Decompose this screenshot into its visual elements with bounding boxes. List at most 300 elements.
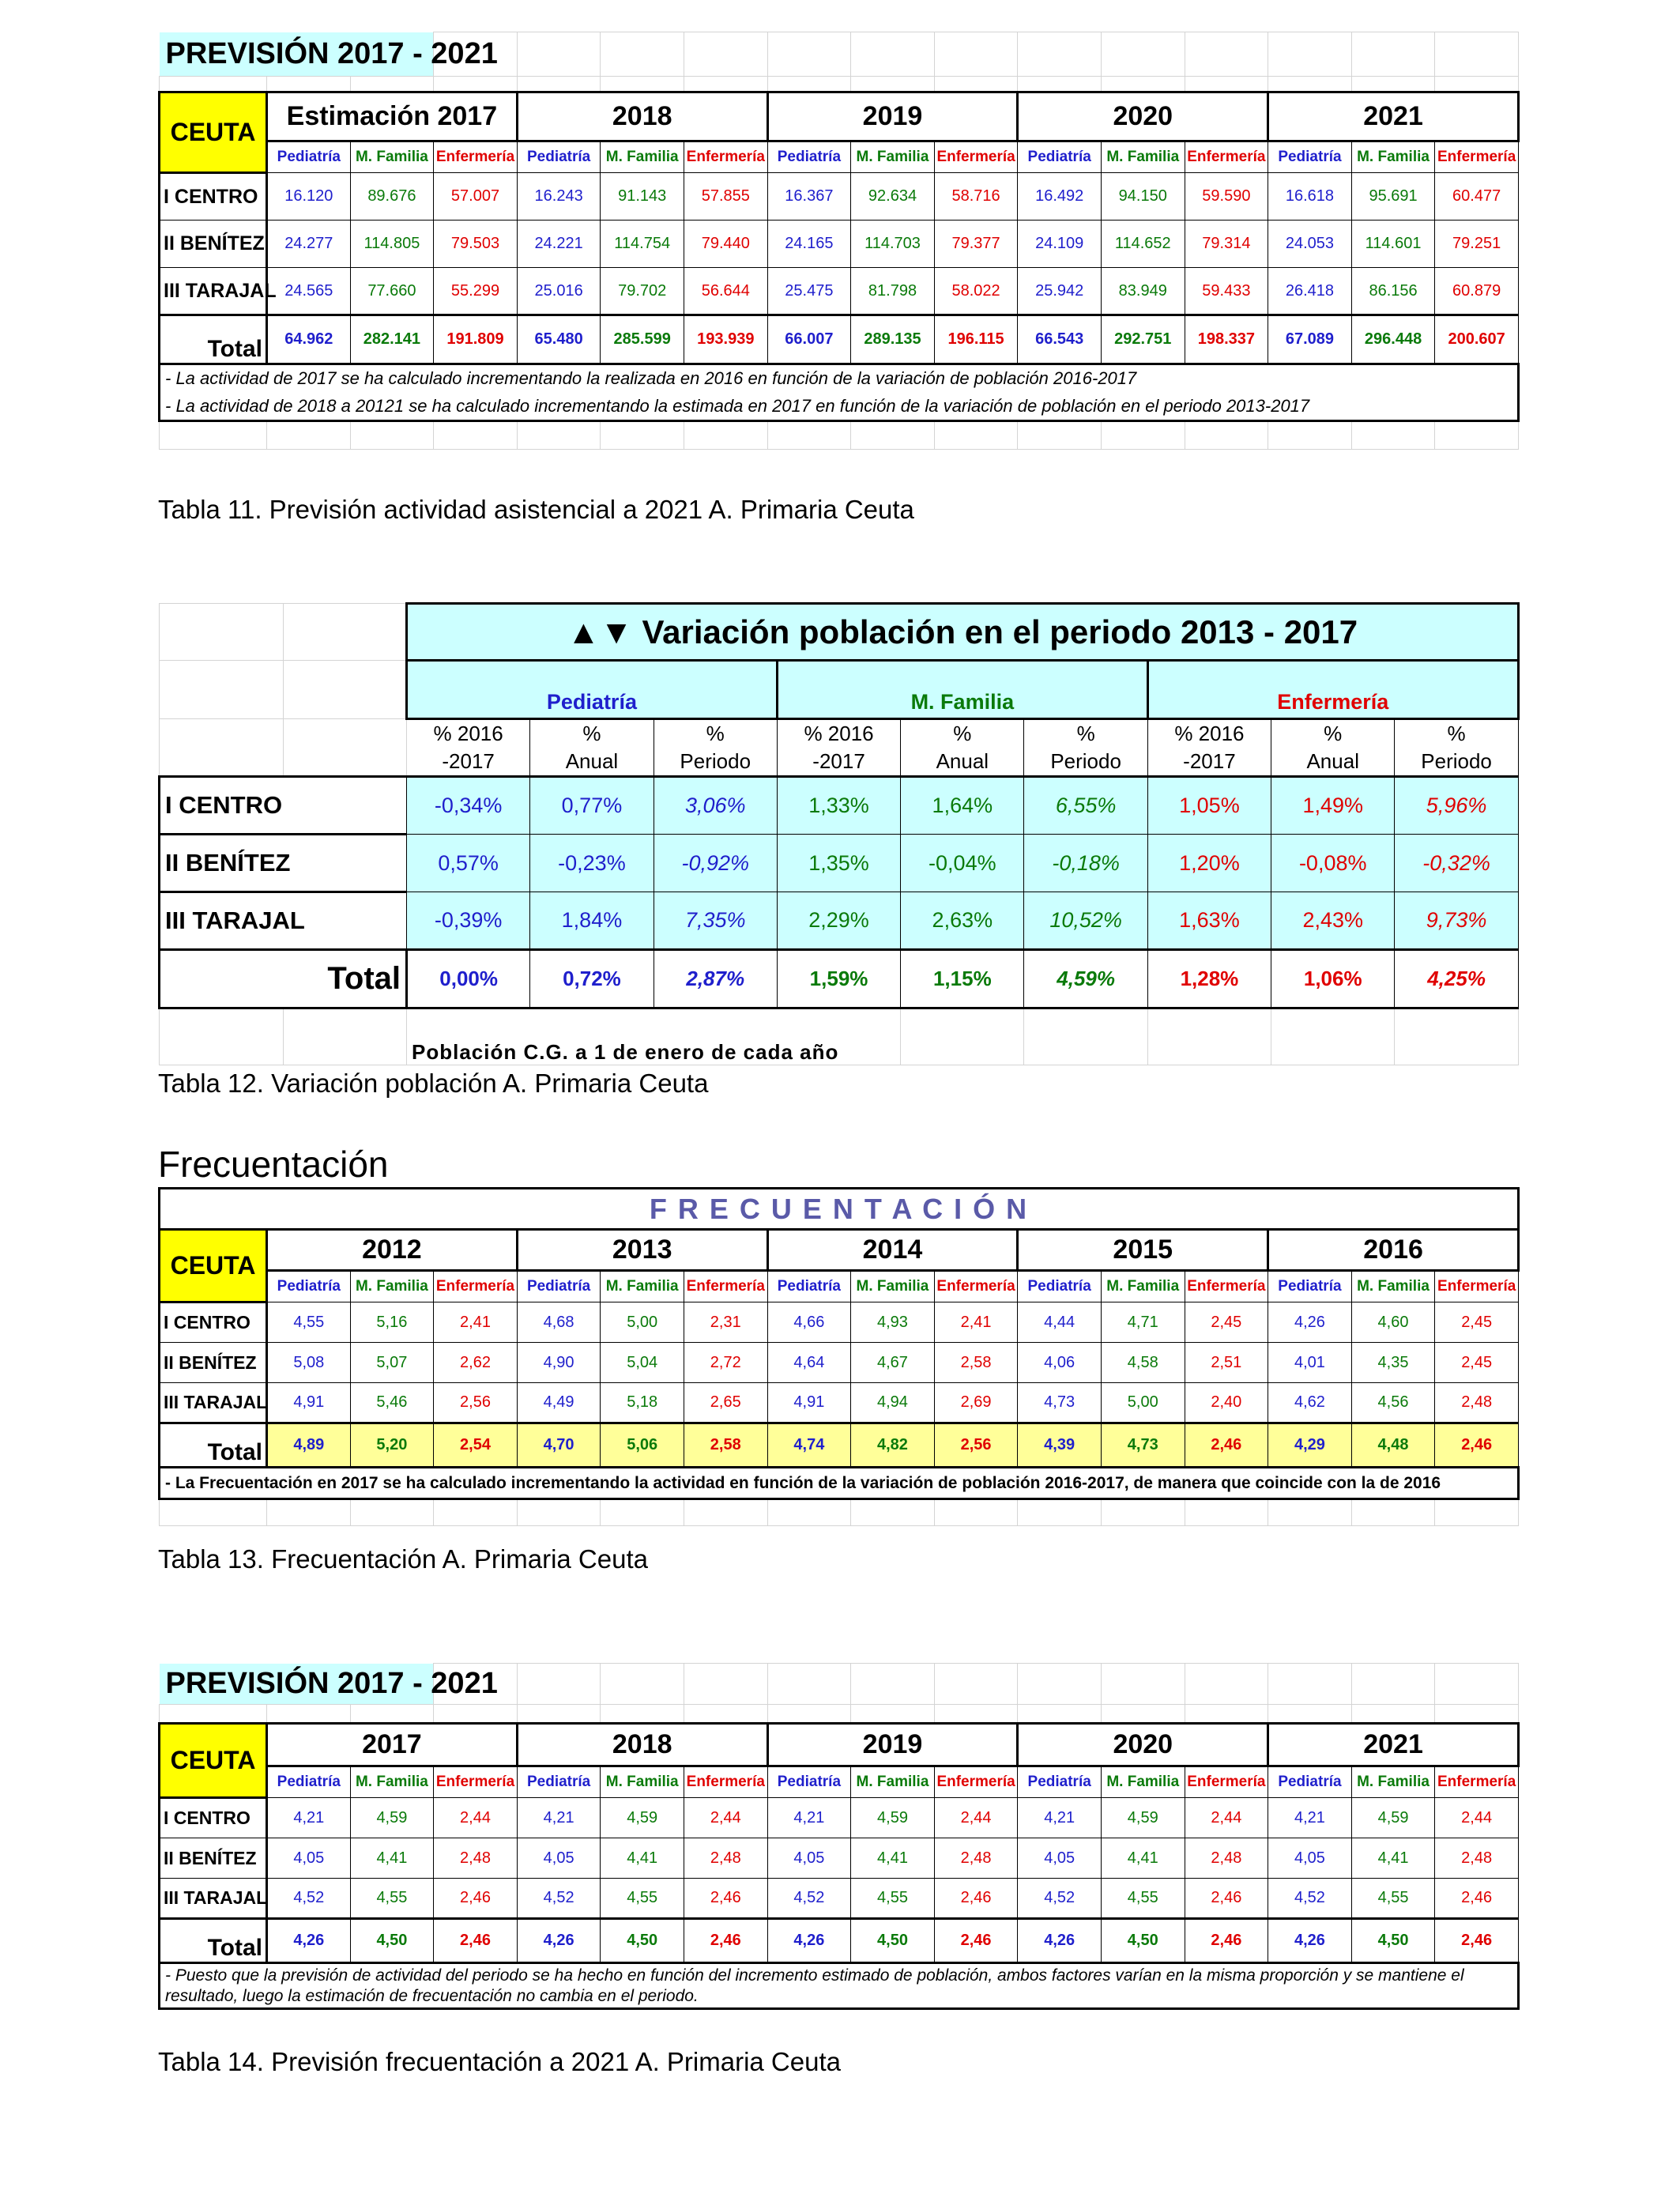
table-cell: 2,48 — [1435, 1838, 1519, 1879]
empty-cell — [517, 77, 601, 92]
empty-cell — [517, 421, 601, 450]
sub-header: M. Familia — [601, 141, 684, 173]
year-header: 2019 — [767, 1724, 1018, 1766]
empty-cell — [601, 1705, 684, 1724]
empty-cell — [350, 1499, 434, 1526]
empty-cell — [434, 1705, 518, 1724]
sub-header: Enfermería — [434, 1271, 518, 1302]
year-header: 2014 — [767, 1230, 1018, 1271]
table-cell: 2,48 — [934, 1838, 1018, 1879]
total-cell: 66.007 — [767, 315, 851, 364]
table-cell: 77.660 — [350, 268, 434, 315]
sub-header: M. Familia — [1101, 1766, 1185, 1798]
empty-cell — [1101, 1664, 1185, 1705]
row-label: III TARAJAL — [160, 1879, 267, 1919]
note-row — [160, 393, 1519, 421]
sub-header: M. Familia — [1101, 1271, 1185, 1302]
column-header-bottom: -2017 — [442, 749, 495, 774]
table-cell: -0,39% — [407, 892, 530, 950]
title-row — [160, 1189, 1519, 1230]
table-cell: 4,05 — [1268, 1838, 1352, 1879]
table-title: PREVISIÓN 2017 - 2021 — [160, 32, 434, 77]
empty-cell — [934, 421, 1018, 450]
table-cell: 2,46 — [684, 1879, 768, 1919]
sub-header: Pediatría — [767, 141, 851, 173]
table-row — [160, 835, 1519, 892]
total-cell: 4,26 — [767, 1919, 851, 1963]
sub-header: Enfermería — [1435, 1766, 1519, 1798]
table-cell: 4,05 — [1018, 1838, 1102, 1879]
empty-cell — [601, 1499, 684, 1526]
sub-header: M. Familia — [350, 141, 434, 173]
table-cell: 4,26 — [1268, 1302, 1352, 1343]
table-cell: 58.022 — [934, 268, 1018, 315]
table-population-variation — [158, 602, 1520, 1065]
table-cell: 4,59 — [350, 1798, 434, 1838]
empty-cell — [767, 32, 851, 77]
table-cell: 4,52 — [1018, 1879, 1102, 1919]
table-cell: 4,21 — [1018, 1798, 1102, 1838]
total-cell: 2,54 — [434, 1423, 518, 1468]
column-header — [654, 719, 777, 777]
empty-cell — [851, 32, 935, 77]
table-cell: 79.251 — [1435, 221, 1519, 268]
empty-cell — [1351, 1499, 1435, 1526]
group-header: Pediatría — [407, 661, 778, 719]
spacer-row — [160, 1499, 1519, 1526]
table-cell: 2,56 — [434, 1383, 518, 1423]
sub-header: Pediatría — [1268, 1766, 1352, 1798]
table-cell: 24.277 — [267, 221, 351, 268]
total-cell: 4,50 — [601, 1919, 684, 1963]
empty-cell — [1101, 32, 1185, 77]
table-cell: -0,34% — [407, 777, 530, 835]
sub-header: Pediatría — [1268, 1271, 1352, 1302]
table-cell: 95.691 — [1351, 173, 1435, 221]
group-row — [160, 661, 1519, 719]
table-cell: 4,73 — [1018, 1383, 1102, 1423]
total-cell: 4,29 — [1268, 1423, 1352, 1468]
table-row — [160, 268, 1519, 315]
empty-cell — [1351, 32, 1435, 77]
empty-cell — [434, 77, 518, 92]
subheader-row — [160, 1271, 1519, 1302]
total-cell: 196.115 — [934, 315, 1018, 364]
empty-cell — [284, 604, 407, 661]
empty-cell — [851, 1499, 935, 1526]
table-row — [160, 1879, 1519, 1919]
empty-cell — [350, 421, 434, 450]
sub-header: Enfermería — [684, 1271, 767, 1302]
empty-cell — [1351, 421, 1435, 450]
year-header: 2017 — [267, 1724, 518, 1766]
column-header-bottom: Anual — [565, 749, 619, 774]
sub-header: M. Familia — [851, 1766, 935, 1798]
sub-header: Pediatría — [767, 1766, 851, 1798]
table-cell: 4,56 — [1351, 1383, 1435, 1423]
total-cell: 0,72% — [530, 950, 654, 1008]
total-cell: 1,59% — [777, 950, 900, 1008]
total-cell: 4,82 — [851, 1423, 935, 1468]
subheader-row — [160, 141, 1519, 173]
table-cell: 5,00 — [601, 1302, 684, 1343]
sub-header: M. Familia — [350, 1271, 434, 1302]
table-cell: 2,31 — [684, 1302, 767, 1343]
empty-cell — [1147, 1008, 1271, 1065]
table-cell: 2,41 — [934, 1302, 1018, 1343]
table-cell: 4,94 — [851, 1383, 935, 1423]
table-cell: 79.440 — [684, 221, 768, 268]
table-cell: 89.676 — [350, 173, 434, 221]
total-cell: 5,20 — [350, 1423, 434, 1468]
table-cell: 2,45 — [1185, 1302, 1268, 1343]
row-label: I CENTRO — [160, 173, 267, 221]
empty-cell — [1351, 1664, 1435, 1705]
table-cell: 5,08 — [267, 1343, 351, 1383]
table-title: F R E C U E N T A C I Ó N — [160, 1189, 1519, 1230]
total-cell: 2,87% — [654, 950, 777, 1008]
table-cell: 2,44 — [1435, 1798, 1519, 1838]
table-title: PREVISIÓN 2017 - 2021 — [160, 1664, 434, 1705]
empty-cell — [1018, 77, 1102, 92]
table-cell: 86.156 — [1351, 268, 1435, 315]
sub-header: M. Familia — [851, 141, 935, 173]
sub-header: Enfermería — [934, 1271, 1018, 1302]
table-cell: 83.949 — [1101, 268, 1185, 315]
column-header-bottom: Anual — [1306, 749, 1359, 774]
empty-cell — [1395, 1008, 1518, 1065]
empty-cell — [684, 32, 768, 77]
empty-cell — [284, 1008, 407, 1065]
table-cell: 4,52 — [267, 1879, 351, 1919]
group-header: Enfermería — [1147, 661, 1518, 719]
table-cell: 79.377 — [934, 221, 1018, 268]
table-cell: 2,44 — [684, 1798, 768, 1838]
subheader-row — [160, 1766, 1519, 1798]
table-cell: 4,59 — [1351, 1798, 1435, 1838]
row-label: III TARAJAL — [160, 268, 267, 315]
table-cell: 5,00 — [1101, 1383, 1185, 1423]
empty-cell — [1435, 1705, 1519, 1724]
total-cell: 2,46 — [934, 1919, 1018, 1963]
year-header: 2019 — [767, 92, 1018, 141]
total-cell: 2,58 — [684, 1423, 767, 1468]
table-cell: 5,07 — [350, 1343, 434, 1383]
table-cell: 58.716 — [934, 173, 1018, 221]
column-header-bottom: -2017 — [1183, 749, 1236, 774]
empty-cell — [434, 421, 518, 450]
table-row — [160, 1798, 1519, 1838]
sub-header: Enfermería — [934, 141, 1018, 173]
table-cell: 4,66 — [767, 1302, 851, 1343]
sub-header: Pediatría — [267, 141, 351, 173]
table-cell: 2,29% — [777, 892, 900, 950]
total-label: Total — [160, 1919, 267, 1963]
total-cell: 4,50 — [1101, 1919, 1185, 1963]
total-cell: 5,06 — [601, 1423, 684, 1468]
column-header-bottom: Anual — [936, 749, 989, 774]
table-cell: 4,44 — [1018, 1302, 1102, 1343]
title-row — [160, 1664, 1519, 1705]
empty-cell — [160, 421, 267, 450]
sub-header: M. Familia — [1351, 141, 1435, 173]
sub-header: M. Familia — [601, 1766, 684, 1798]
table-14-caption: Tabla 14. Previsión frecuentación a 2021 A. Primaria Ceuta — [158, 2047, 841, 2076]
empty-cell — [1268, 32, 1352, 77]
total-cell: 2,46 — [1435, 1423, 1519, 1468]
empty-cell — [517, 1705, 601, 1724]
table-cell: 91.143 — [601, 173, 684, 221]
column-header-bottom: -2017 — [812, 749, 865, 774]
table-cell: 2,65 — [684, 1383, 767, 1423]
table-cell: 79.314 — [1185, 221, 1268, 268]
empty-cell — [767, 1499, 851, 1526]
table-cell: 92.634 — [851, 173, 935, 221]
table-12-caption: Tabla 12. Variación población A. Primaria Ceuta — [158, 1069, 709, 1098]
total-cell: 4,48 — [1351, 1423, 1435, 1468]
table-cell: 25.016 — [517, 268, 601, 315]
table-cell: 4,62 — [1268, 1383, 1352, 1423]
table-cell: 2,44 — [1185, 1798, 1268, 1838]
table-row — [160, 892, 1519, 950]
table-cell: 10,52% — [1024, 892, 1147, 950]
note-row — [160, 364, 1519, 393]
empty-cell — [934, 32, 1018, 77]
table-cell: 16.120 — [267, 173, 351, 221]
column-header — [1271, 719, 1395, 777]
year-header: 2018 — [517, 92, 767, 141]
table-activity-forecast — [158, 32, 1520, 450]
sub-header: Enfermería — [684, 1766, 768, 1798]
table-cell: 4,21 — [767, 1798, 851, 1838]
table-cell: 0,77% — [530, 777, 654, 835]
total-cell: 4,89 — [267, 1423, 351, 1468]
empty-cell — [1101, 77, 1185, 92]
table-cell: 4,64 — [767, 1343, 851, 1383]
table-cell: 2,43% — [1271, 892, 1395, 950]
table-cell: 7,35% — [654, 892, 777, 950]
empty-cell — [1435, 421, 1519, 450]
empty-cell — [1101, 421, 1185, 450]
spacer-row — [160, 421, 1519, 450]
empty-cell — [1018, 1499, 1102, 1526]
note-text: - La actividad de 2018 a 20121 se ha calculado incrementando la estimada en 2017 en función de la variación de población en el periodo 2013-2017 — [160, 393, 1519, 421]
total-cell: 198.337 — [1185, 315, 1268, 364]
empty-cell — [601, 32, 684, 77]
table-cell: -0,04% — [901, 835, 1024, 892]
table-cell: 4,41 — [601, 1838, 684, 1879]
empty-cell — [350, 77, 434, 92]
table-cell: 26.418 — [1268, 268, 1352, 315]
table-cell: 4,35 — [1351, 1343, 1435, 1383]
sub-header: Enfermería — [434, 141, 518, 173]
table-cell: 4,06 — [1018, 1343, 1102, 1383]
empty-cell — [934, 77, 1018, 92]
total-cell: 4,26 — [267, 1919, 351, 1963]
table-cell: 4,59 — [601, 1798, 684, 1838]
table-cell: 5,18 — [601, 1383, 684, 1423]
ceuta-label: CEUTA — [160, 92, 267, 173]
empty-cell — [1435, 32, 1519, 77]
total-cell: 65.480 — [517, 315, 601, 364]
table-cell: 4,90 — [517, 1343, 601, 1383]
year-header: 2012 — [267, 1230, 518, 1271]
total-cell: 2,46 — [1435, 1919, 1519, 1963]
empty-cell — [851, 421, 935, 450]
total-cell: 2,46 — [684, 1919, 768, 1963]
table-cell: 4,52 — [767, 1879, 851, 1919]
empty-cell — [684, 421, 768, 450]
empty-cell — [851, 1705, 935, 1724]
table-row — [160, 1343, 1519, 1383]
empty-cell — [284, 719, 407, 777]
table-11-caption: Tabla 11. Previsión actividad asistencial a 2021 A. Primaria Ceuta — [158, 495, 914, 524]
empty-cell — [767, 77, 851, 92]
table-cell: 4,52 — [517, 1879, 601, 1919]
total-cell: 2,46 — [434, 1919, 518, 1963]
empty-cell — [1435, 77, 1519, 92]
year-row — [160, 92, 1519, 141]
note-row — [160, 1963, 1519, 2009]
total-row — [160, 1919, 1519, 1963]
table-cell: 114.703 — [851, 221, 935, 268]
total-cell: 191.809 — [434, 315, 518, 364]
table-cell: 16.243 — [517, 173, 601, 221]
table-cell: 2,48 — [434, 1838, 518, 1879]
table-cell: 4,05 — [267, 1838, 351, 1879]
row-label: I CENTRO — [160, 1302, 267, 1343]
empty-cell — [160, 1499, 267, 1526]
sub-header: M. Familia — [1101, 141, 1185, 173]
table-cell: 59.433 — [1185, 268, 1268, 315]
empty-cell — [1268, 421, 1352, 450]
column-header-bottom: Periodo — [680, 749, 751, 774]
total-cell: 1,28% — [1147, 950, 1271, 1008]
total-cell: 4,39 — [1018, 1423, 1102, 1468]
total-row — [160, 315, 1519, 364]
sub-header: Pediatría — [1018, 141, 1102, 173]
empty-cell — [1185, 1664, 1268, 1705]
table-row — [160, 173, 1519, 221]
source-note: Población C.G. a 1 de enero de cada año — [407, 1008, 901, 1065]
table-cell: 2,40 — [1185, 1383, 1268, 1423]
table-cell: 16.367 — [767, 173, 851, 221]
table-cell: 4,55 — [851, 1879, 935, 1919]
column-header-top: % — [1076, 722, 1095, 745]
table-cell: 2,69 — [934, 1383, 1018, 1423]
year-header: 2015 — [1018, 1230, 1268, 1271]
table-cell: 4,55 — [267, 1302, 351, 1343]
table-cell: 4,58 — [1101, 1343, 1185, 1383]
column-header-top: % 2016 — [433, 722, 503, 745]
group-header: M. Familia — [777, 661, 1147, 719]
table-cell: 5,16 — [350, 1302, 434, 1343]
spacer-row — [160, 1705, 1519, 1724]
table-cell: 5,46 — [350, 1383, 434, 1423]
table-cell: 60.879 — [1435, 268, 1519, 315]
column-header-top: % — [953, 722, 972, 745]
sub-header: M. Familia — [350, 1766, 434, 1798]
row-label: III TARAJAL — [160, 1383, 267, 1423]
empty-cell — [684, 77, 768, 92]
table-cell: 1,05% — [1147, 777, 1271, 835]
table-cell: 59.590 — [1185, 173, 1268, 221]
row-label: III TARAJAL — [160, 892, 407, 950]
total-cell: 292.751 — [1101, 315, 1185, 364]
empty-cell — [684, 1664, 768, 1705]
empty-cell — [160, 661, 284, 719]
empty-cell — [1268, 1664, 1352, 1705]
empty-cell — [934, 1499, 1018, 1526]
total-cell: 1,15% — [901, 950, 1024, 1008]
table-cell: 4,49 — [517, 1383, 601, 1423]
column-header — [777, 719, 900, 777]
table-cell: 4,21 — [1268, 1798, 1352, 1838]
source-row — [160, 1008, 1519, 1065]
total-cell: 4,59% — [1024, 950, 1147, 1008]
year-header: 2013 — [517, 1230, 767, 1271]
table-cell: 1,63% — [1147, 892, 1271, 950]
table-cell: 1,35% — [777, 835, 900, 892]
column-header-top: % — [706, 722, 725, 745]
empty-cell — [601, 1664, 684, 1705]
empty-cell — [934, 1705, 1018, 1724]
empty-cell — [160, 1705, 267, 1724]
year-header: 2020 — [1018, 1724, 1268, 1766]
total-cell: 289.135 — [851, 315, 935, 364]
ceuta-label: CEUTA — [160, 1230, 267, 1302]
note-text: - La Frecuentación en 2017 se ha calculado incrementando la actividad en función de la variación de población 2016-2017, de manera que coincide con la de 2016 — [160, 1468, 1519, 1499]
sub-header: Pediatría — [267, 1271, 351, 1302]
table-cell: 2,58 — [934, 1343, 1018, 1383]
table-cell: 4,67 — [851, 1343, 935, 1383]
table-cell: 114.652 — [1101, 221, 1185, 268]
total-cell: 4,25% — [1395, 950, 1518, 1008]
total-cell: 4,50 — [1351, 1919, 1435, 1963]
sub-header: Pediatría — [1268, 141, 1352, 173]
row-label: I CENTRO — [160, 777, 407, 835]
column-header-bottom: Periodo — [1050, 749, 1121, 774]
sub-header: Enfermería — [684, 141, 768, 173]
note-text: - La actividad de 2017 se ha calculado incrementando la realizada en 2016 en función de la variación de población 2016-2017 — [160, 364, 1519, 393]
total-cell: 200.607 — [1435, 315, 1519, 364]
total-row — [160, 950, 1519, 1008]
empty-cell — [601, 421, 684, 450]
table-13-caption: Tabla 13. Frecuentación A. Primaria Ceuta — [158, 1544, 648, 1574]
empty-cell — [160, 77, 267, 92]
column-header — [530, 719, 654, 777]
table-cell: 57.855 — [684, 173, 768, 221]
empty-cell — [684, 1705, 768, 1724]
empty-cell — [1018, 1705, 1102, 1724]
empty-cell — [767, 1664, 851, 1705]
table-cell: -0,92% — [654, 835, 777, 892]
table-cell: 2,48 — [684, 1838, 768, 1879]
total-cell: 4,50 — [350, 1919, 434, 1963]
table-cell: 2,48 — [1185, 1838, 1268, 1879]
table-row — [160, 777, 1519, 835]
table-cell: 4,59 — [851, 1798, 935, 1838]
empty-cell — [851, 77, 935, 92]
table-cell: -0,32% — [1395, 835, 1518, 892]
empty-cell — [1185, 1499, 1268, 1526]
table-cell: 4,55 — [1351, 1879, 1435, 1919]
note-row — [160, 1468, 1519, 1499]
empty-cell — [1185, 1705, 1268, 1724]
table-cell: 24.109 — [1018, 221, 1102, 268]
empty-cell — [601, 77, 684, 92]
empty-cell — [350, 1705, 434, 1724]
